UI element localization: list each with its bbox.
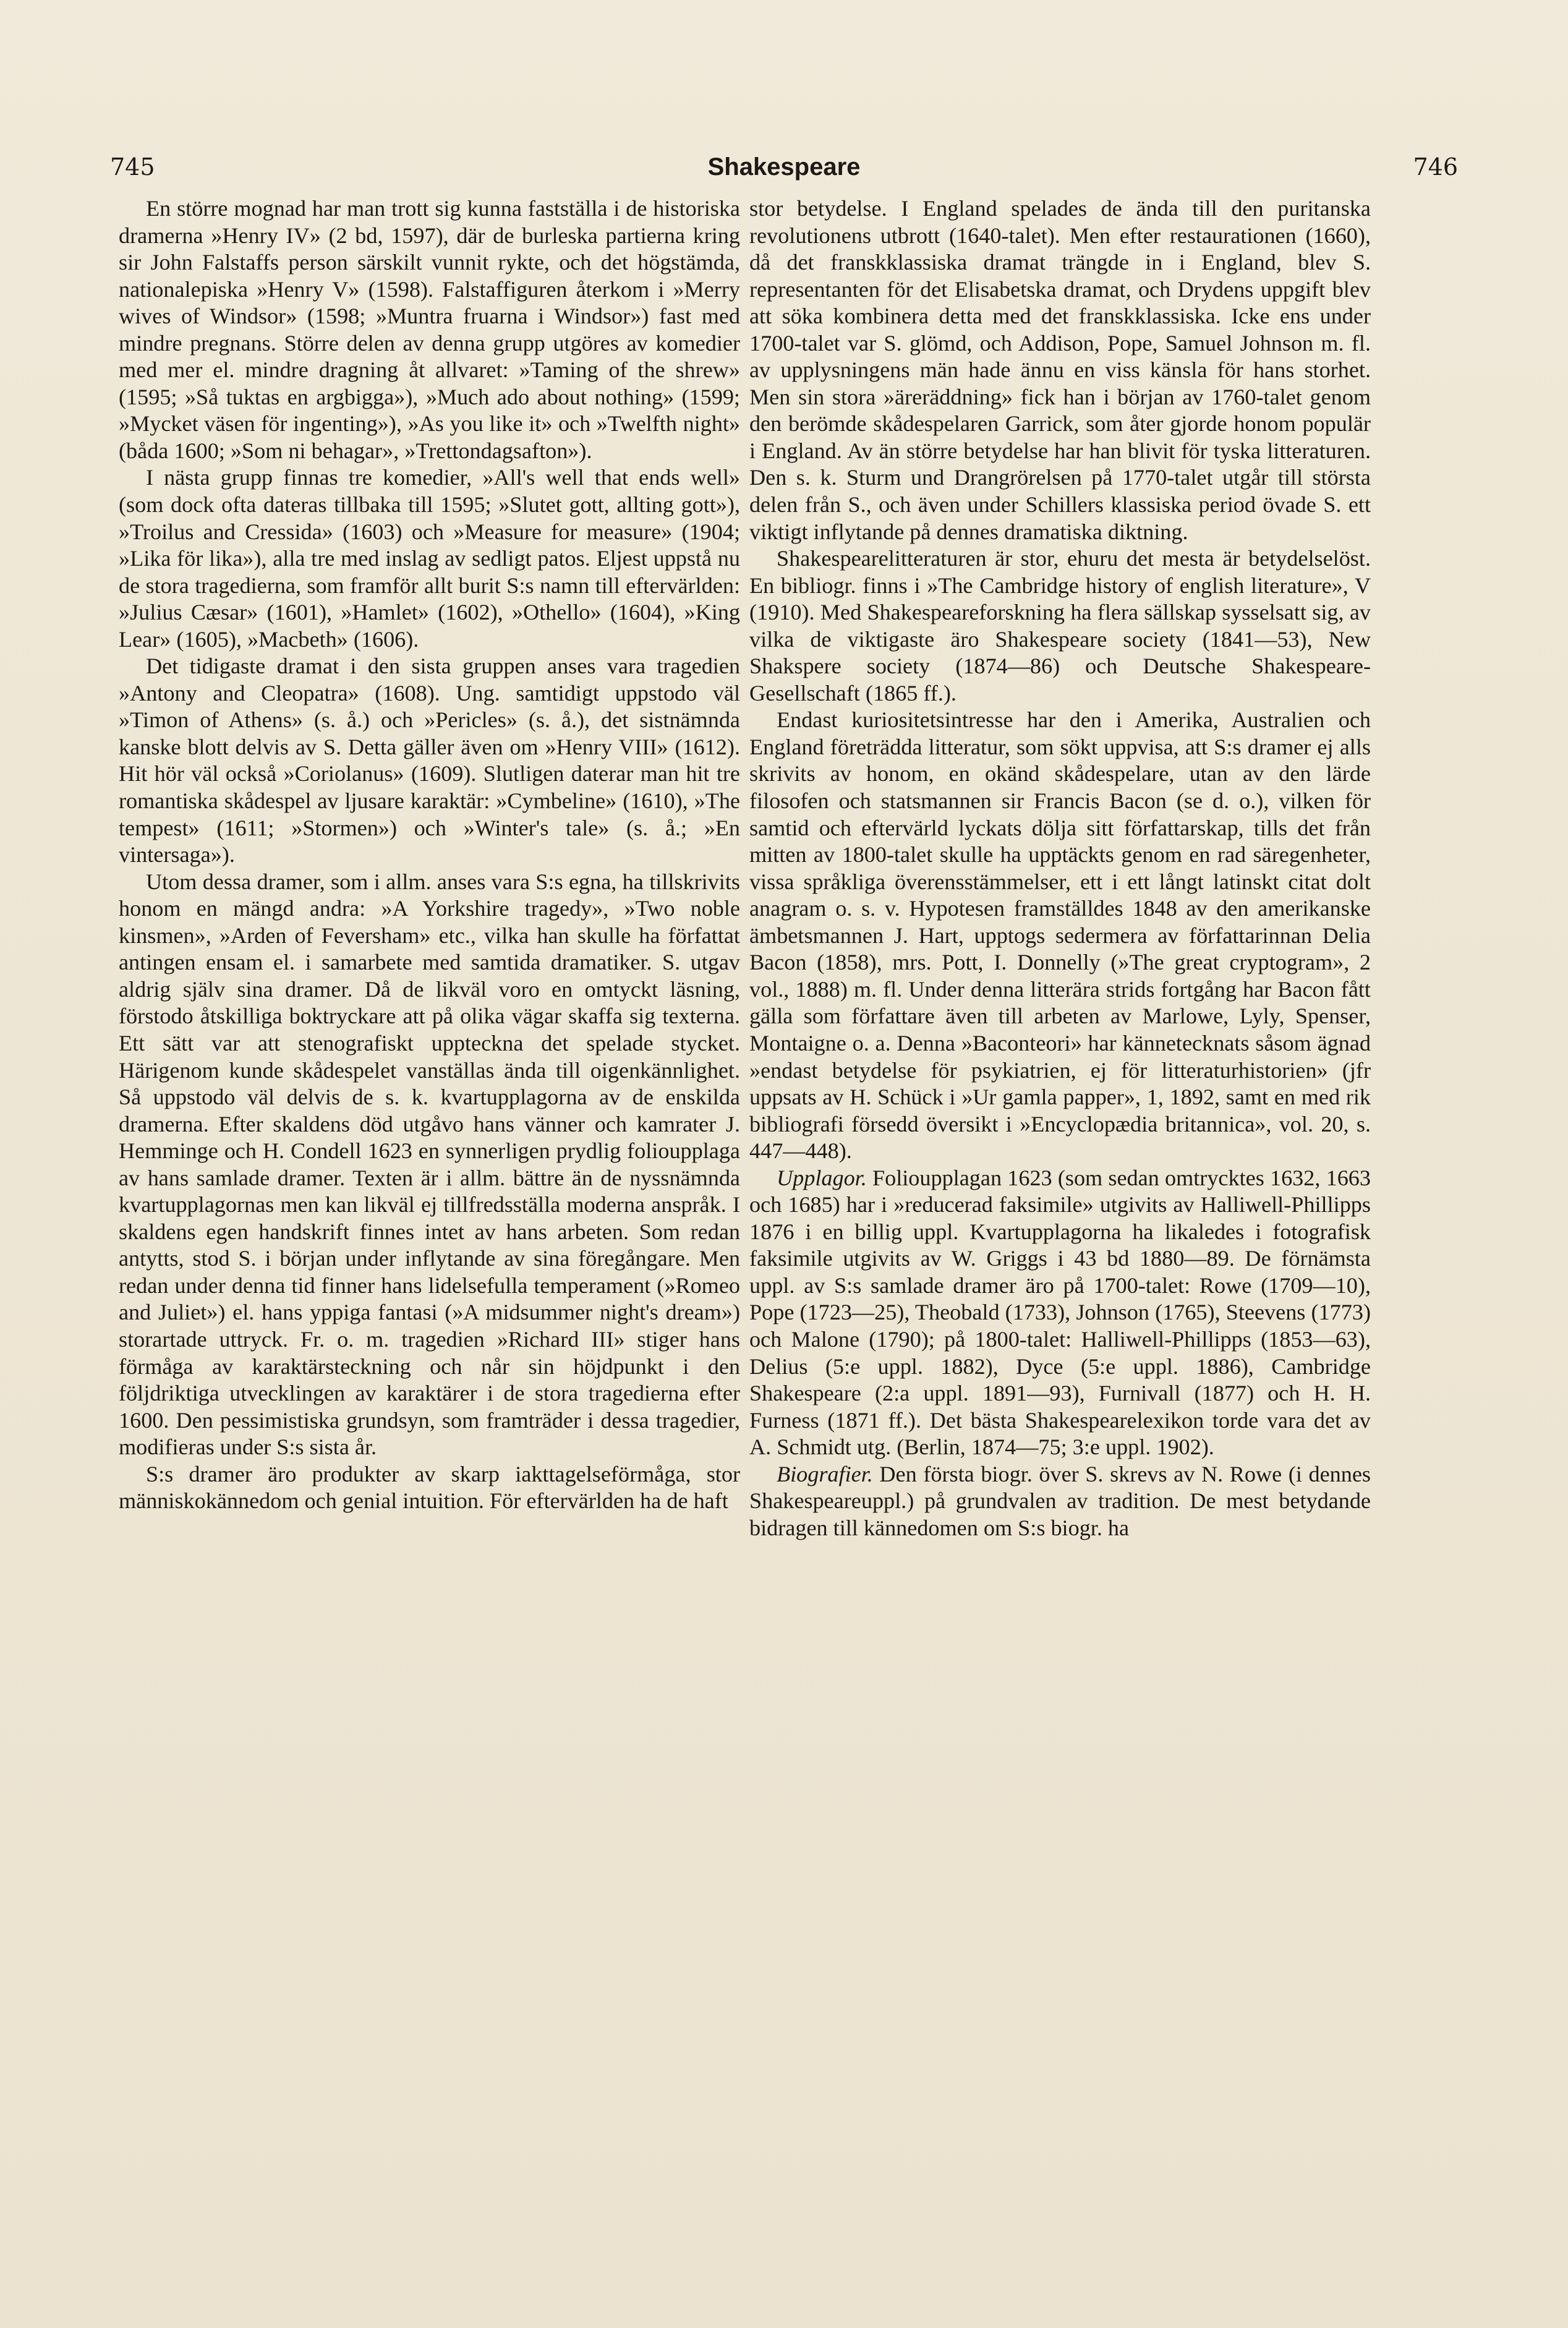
paragraph: stor betydelse. I England spelades de ända till den puritanska revolutionens utbrott (1640-talet). Men efter restaurationen (1660), då det franskklassiska dramat trängde in i England, blev S. representanten för det Elisabetska dramat, och Drydens uppgift blev att söka kombinera detta med det franskklassiska. Icke ens under 1700-talet var S. glömd, och Addison, Pope, Samuel Johnson m. fl. av upplysningens män hade ännu en viss känsla för hans storhet. Men sin stora »äreräddning» fick han i början av 1760-talet genom den berömde skådespelaren Garrick, som åter gjorde honom populär i England. Av än större betydelse har han blivit för tyska litteraturen. Den s. k. Sturm und Drangrörelsen på 1770-talet utgår till största delen från S., och även under Schillers klassiska period övade S. ett viktigt inflytande på dennes dramatiska diktning. [749,196,1371,544]
section-upplagor [749,1165,1371,1461]
page-number-right: 746 [1413,153,1458,181]
running-header [110,148,1458,192]
left-column [119,195,740,1515]
section-text: Den första biogr. över S. skrevs av N. Rowe (i dennes Shakespeareuppl.) på grundvalen av tradition. De mest betydande bidragen till kännedomen om S:s biogr. ha [749,1461,1371,1540]
section-biografier [749,1461,1371,1542]
page-number-left: 745 [110,153,155,181]
section-heading: Upplagor. [777,1165,867,1190]
right-column [749,195,1371,1541]
paragraph: S:s dramer äro produkter av skarp iakttagelseförmåga, stor människokännedom och genial intuition. För eftervärlden ha de haft [119,1461,740,1514]
paragraph: En större mognad har man trott sig kunna fastställa i de historiska dramerna »Henry IV» (2 bd, 1597), där de burleska partierna kring sir John Falstaffs person särskilt vunnit rykte, och det högstämda, nationalepiska »Henry V» (1598). Falstaffiguren återkom i »Merry wives of Windsor» (1598; »Muntra fruarna i Windsor») fast med mindre pregnans. Större delen av denna grupp utgöres av komedier med mer el. mindre dragning åt allvaret: »Taming of the shrew» (1595; »Så tuktas en argbigga»), »Much ado about nothing» (1599; »Mycket väsen för ingenting»), »As you like it» och »Twelfth night» (båda 1600; »Som ni behagar», »Trettondagsafton»). [119,196,740,463]
paragraph: Endast kuriositetsintresse har den i Amerika, Australien och England företrädda litteratur, som sökt uppvisa, att S:s dramer ej alls skrivits av honom, en okänd skådespelare, utan av den lärde filosofen och statsmannen sir Francis Bacon (se d. o.), vilken för samtid och eftervärld lyckats dölja sitt författarskap, tills det från mitten av 1800-talet skulle ha upptäckts genom en rad säregenheter, vissa språkliga överensstämmelser, ett i ett långt latinskt citat dolt anagram o. s. v. Hypotesen framställdes 1848 av den amerikanske ämbetsmannen J. Hart, upptogs sedermera av författarinnan Delia Bacon (1858), mrs. Pott, I. Donnelly (»The great cryptogram», 2 vol., 1888) m. fl. Under denna litterära strids fortgång har Bacon fått gälla som författare även till arbeten av Marlowe, Lyly, Spenser, Montaigne o. a. Denna »Baconteori» har kännetecknats såsom ägnad »endast betydelse för psykiatrien, ej för litteraturhistorien» (jfr uppsats av H. Schück i »Ur gamla papper», 1, 1892, samt en med rik bibliografi försedd översikt i »Encyclopædia britannica», vol. 20, s. 447—448). [749,707,1371,1164]
paragraph: Det tidigaste dramat i den sista gruppen anses vara tragedien »Antony and Cleopatra» (1608). Ung. samtidigt uppstodo väl »Timon of Athens» (s. å.) och »Pericles» (s. å.), det sistnämnda kanske blott delvis av S. Detta gäller även om »Henry VIII» (1612). Hit hör väl också »Coriolanus» (1609). Slutligen daterar man hit tre romantiska skådespel av ljusare karaktär: »Cymbeline» (1610), »The tempest» (1611; »Stormen») och »Winter's tale» (s. å.; »En vintersaga»). [119,654,740,868]
running-title: Shakespeare [707,153,861,181]
section-text: Folioupplagan 1623 (som sedan omtrycktes 1632, 1663 och 1685) har i »reducerad faksimile» utgivits av Halliwell-Phillipps 1876 i en billig uppl. Kvartupplagorna ha likaledes i fotografisk faksimile utgivits av W. Griggs i 43 bd 1880—89. De förnämsta uppl. av S:s samlade dramer äro på 1700-talet: Rowe (1709—10), Pope (1723—25), Theobald (1733), Johnson (1765), Steevens (1773) och Malone (1790); på 1800-talet: Halliwell-Phillipps (1853—63), Delius (5:e uppl. 1882), Dyce (5:e uppl. 1886), Cambridge Shakespeare (2:a uppl. 1891—93), Furnivall (1877) och H. H. Furness (1871 ff.). Det bästa Shakespearelexikon torde vara det av A. Schmidt utg. (Berlin, 1874—75; 3:e uppl. 1902). [749,1165,1371,1460]
section-heading: Biografier. [777,1461,873,1486]
paragraph: I nästa grupp finnas tre komedier, »All's well that ends well» (som dock ofta dateras tillbaka till 1595; »Slutet gott, allting gott»), »Troilus and Cressida» (1603) och »Measure for measure» (1904; »Lika för lika»), alla tre med inslag av sedligt patos. Eljest uppstå nu de stora tragedierna, som framför allt burit S:s namn till eftervärlden: »Julius Cæsar» (1601), »Hamlet» (1602), »Othello» (1604), »King Lear» (1605), »Macbeth» (1606). [119,465,740,652]
paragraph: Utom dessa dramer, som i allm. anses vara S:s egna, ha tillskrivits honom en mängd andra: »A Yorkshire tragedy», »Two noble kinsmen», »Arden of Feversham» etc., vilka han skulle ha författat antingen ensam el. i samarbete med samtida dramatiker. S. utgav aldrig själv sina dramer. Då de likväl voro en omtyckt läsning, förstodo åtskilliga boktryckare att på olika vägar skaffa sig texterna. Ett sätt var att stenografiskt uppteckna det spelade stycket. Härigenom kunde skådespelet vanställas ända till oigenkännlighet. Så uppstodo väl delvis de s. k. kvartupplagorna av de enskilda dramerna. Efter skaldens död utgåvo hans vänner och kamrater J. Hemminge och H. Condell 1623 en synnerligen prydlig folioupplaga av hans samlade dramer. Texten är i allm. bättre än de nyssnämnda kvartupplagornas men kan likväl ej tillfredsställa moderna anspråk. I skaldens egen handskrift finnes intet av hans arbeten. Som redan antytts, stod S. i början under inflytande av sina föregångare. Men redan under denna tid finner hans lidelsefulla temperament (»Romeo and Juliet») el. hans yppiga fantasi (»A midsummer night's dream») storartade uttryck. Fr. o. m. tragedien »Richard III» stiger hans förmåga av karaktärsteckning och når sin höjdpunkt i den följdriktiga utvecklingen av karaktärer i de stora tragedierna efter 1600. Den pessimistiska grundsyn, som framträder i dessa tragedier, modifieras under S:s sista år. [119,869,740,1460]
paragraph: Shakespearelitteraturen är stor, ehuru det mesta är betydelselöst. En bibliogr. finns i »The Cambridge history of english literature», V (1910). Med Shakespeareforskning ha flera sällskap sysselsatt sig, av vilka de viktigaste äro Shakespeare society (1841—53), New Shakspere society (1874—86) och Deutsche Shakespeare-Gesellschaft (1865 ff.). [749,546,1371,706]
